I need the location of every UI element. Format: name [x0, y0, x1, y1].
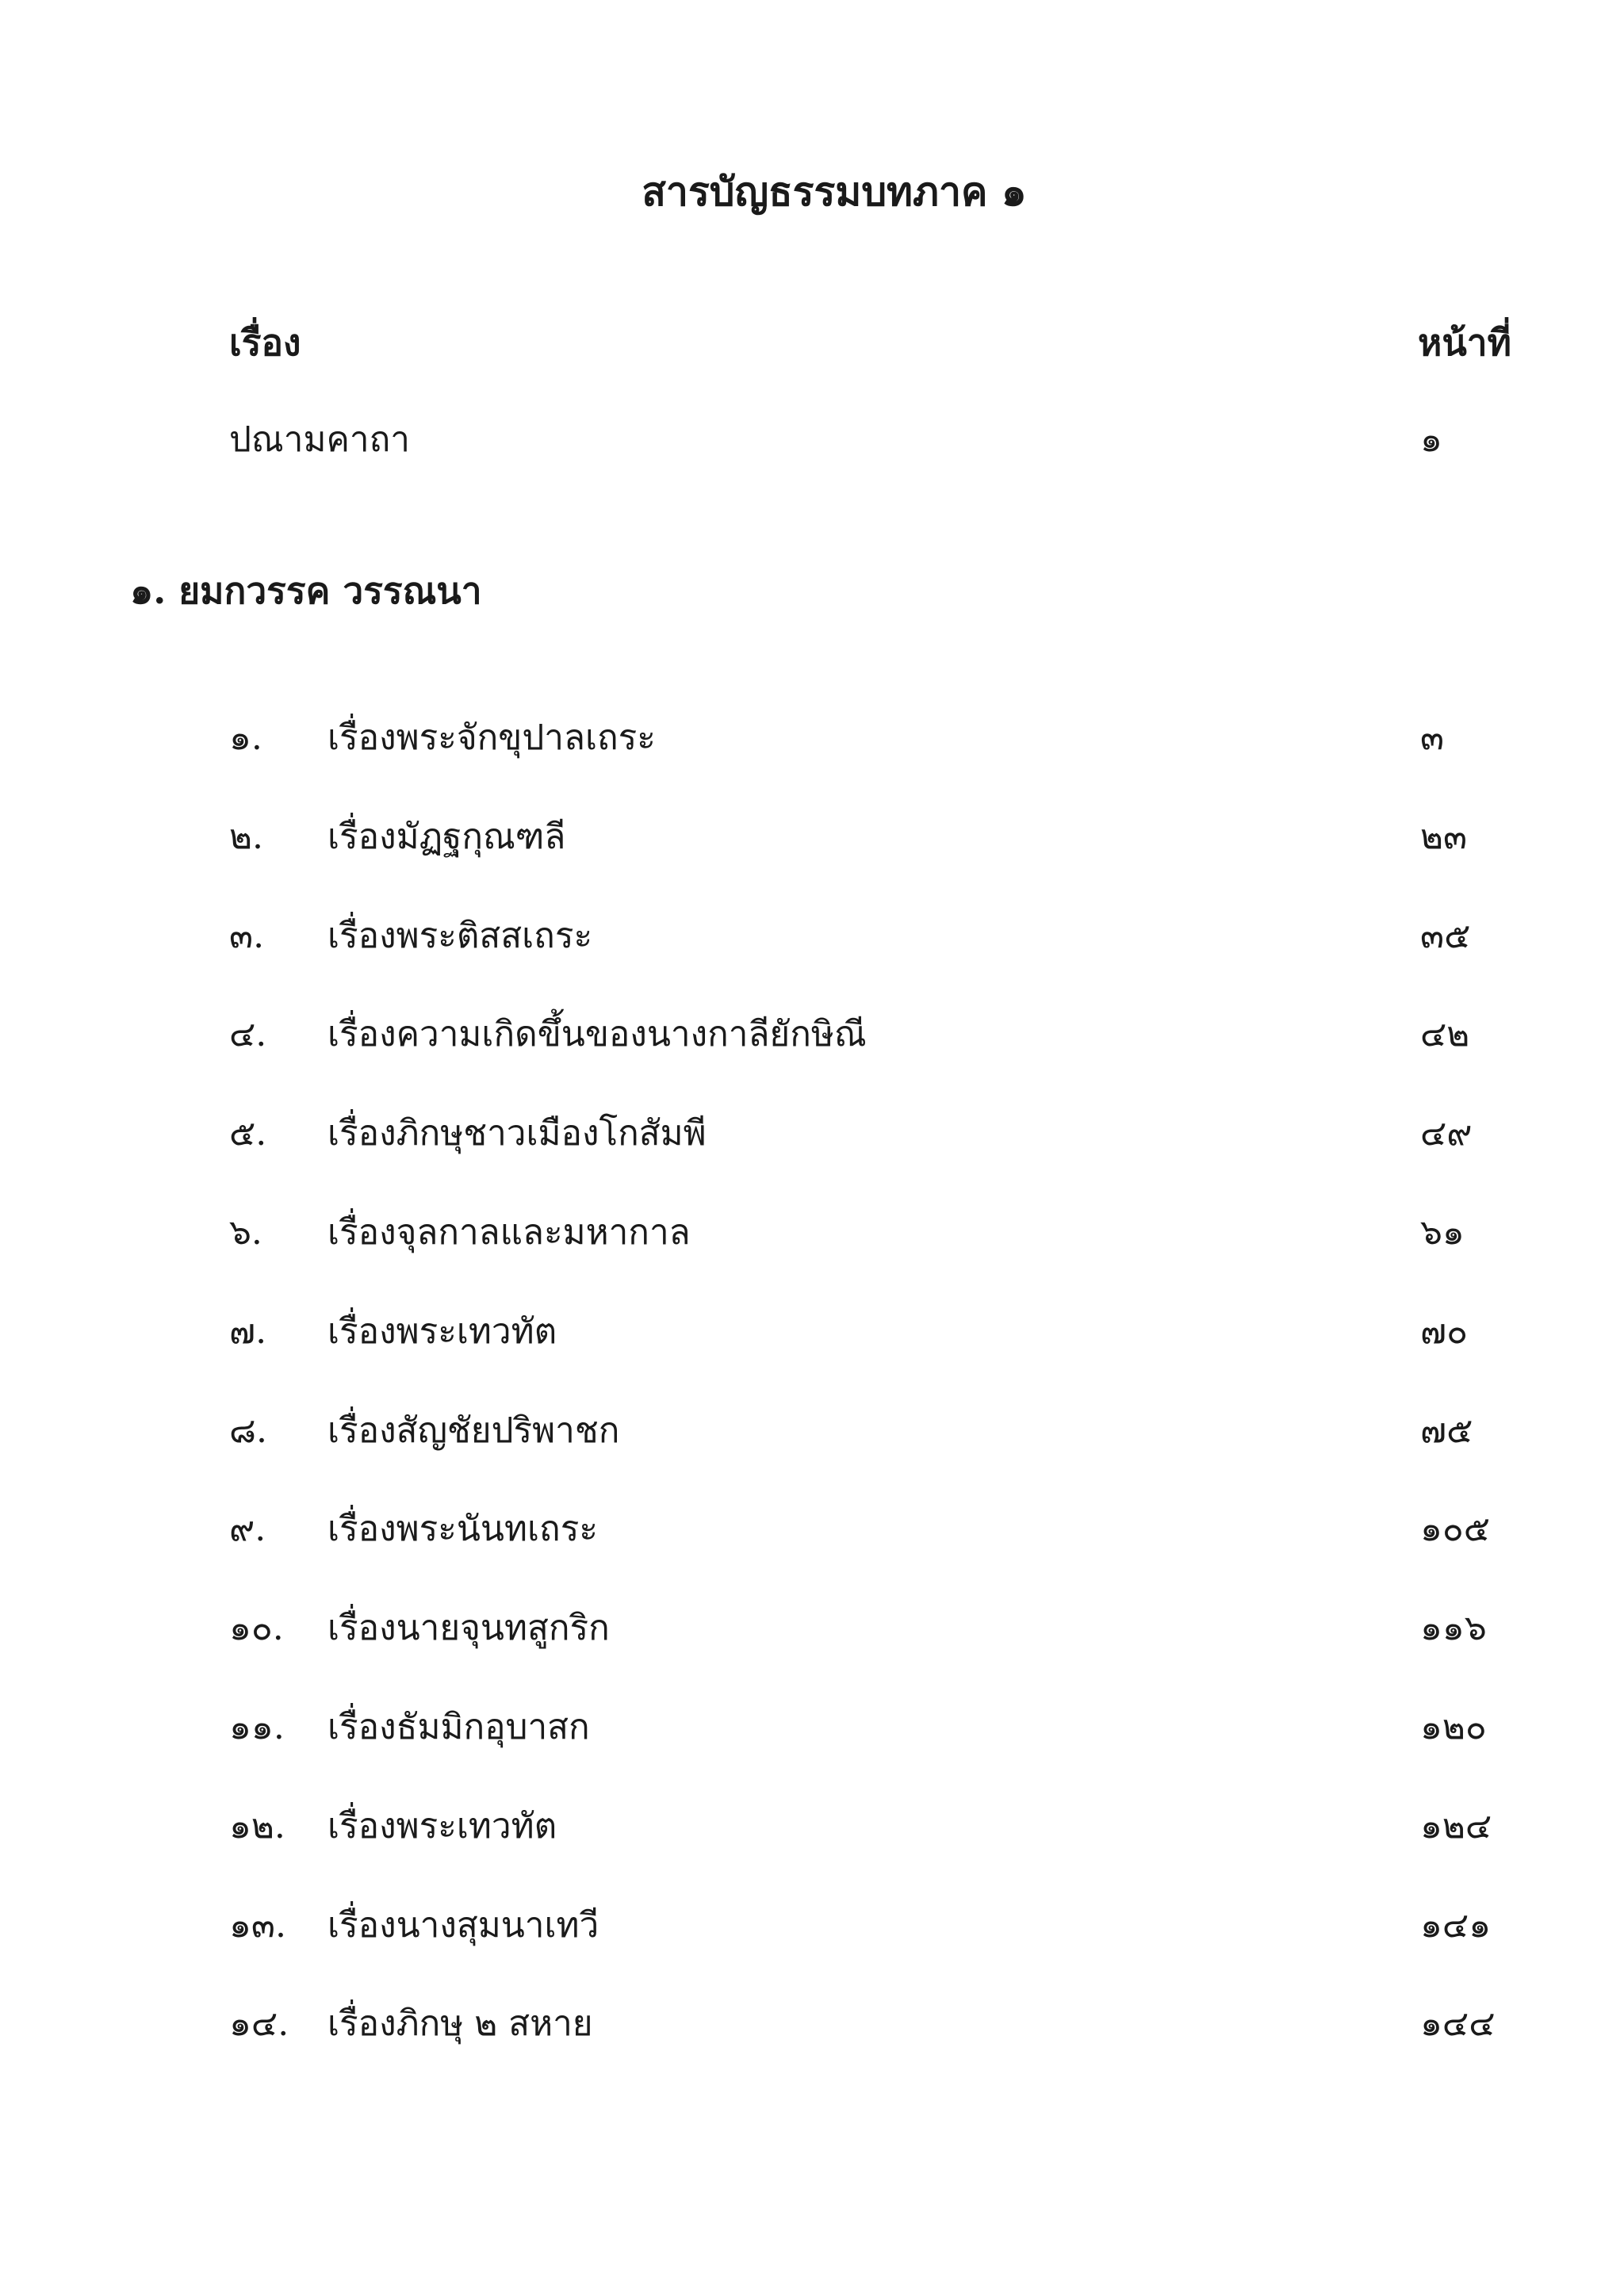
toc-list: [0, 689, 1624, 2074]
toc-entry-number: ๗.: [229, 1311, 267, 1352]
toc-entry-page-number: ๑๒๔: [1420, 1805, 1492, 1846]
toc-entry-number: ๑๒.: [229, 1805, 285, 1846]
toc-entry-page-number: ๔๒: [1420, 1014, 1470, 1055]
toc-entry-title: เรื่องจุลกาลและมหากาล: [327, 1211, 691, 1253]
toc-entry-number: ๒.: [229, 816, 263, 857]
toc-entry-page-number: ๔๙: [1420, 1113, 1473, 1154]
toc-entry: [0, 1777, 1624, 1877]
toc-entry-number: ๕.: [229, 1113, 267, 1154]
column-header-subject: เรื่อง: [229, 321, 301, 364]
toc-entry-title: เรื่องมัฏฐกุณฑลี: [327, 816, 566, 857]
column-header-page: หน้าที่: [1418, 321, 1511, 364]
toc-entry: [0, 1678, 1624, 1777]
toc-entry-page-number: ๒๓: [1420, 816, 1468, 857]
toc-entry-title: เรื่องพระนันทเถระ: [327, 1509, 598, 1550]
toc-entry-number: ๖.: [229, 1211, 262, 1253]
toc-entry-page-number: ๖๑: [1420, 1211, 1465, 1253]
toc-entry-number: ๑๓.: [229, 1904, 286, 1946]
toc-entry: [0, 985, 1624, 1085]
toc-entry-page-number: ๓๕: [1420, 915, 1471, 956]
toc-entry: [0, 1877, 1624, 1976]
toc-entry-number: ๑.: [229, 718, 262, 758]
toc-entry-number: ๘.: [229, 1410, 267, 1451]
toc-entry-title: เรื่องพระจักขุปาลเถระ: [327, 718, 656, 758]
page-title: สารบัญธรรมบทภาค ๑: [642, 168, 1027, 215]
toc-entry: [0, 1382, 1624, 1481]
toc-entry: [0, 689, 1624, 788]
toc-entry-number: ๙.: [229, 1509, 266, 1550]
toc-entry-title: เรื่องภิกษุ ๒ สหาย: [327, 2003, 593, 2045]
toc-entry-page-number: ๑๒๐: [1420, 1706, 1487, 1747]
toc-entry: [0, 887, 1624, 986]
section-heading: ๑. ยมกวรรค วรรณนา: [130, 569, 482, 612]
toc-entry-page-number: ๓: [1420, 718, 1445, 758]
toc-entry: [0, 1480, 1624, 1579]
toc-entry: [0, 1085, 1624, 1184]
toc-entry: [0, 1184, 1624, 1283]
toc-entry-title: เรื่องสัญชัยปริพาชก: [327, 1410, 620, 1451]
toc-entry-page-number: ๗๐: [1420, 1311, 1468, 1352]
toc-entry-number: ๑๑.: [229, 1706, 285, 1747]
toc-entry-page-number: ๗๕: [1420, 1410, 1473, 1451]
toc-entry-page-number: ๑๐๕: [1420, 1509, 1491, 1550]
toc-entry-title: เรื่องภิกษุชาวเมืองโกสัมพี: [327, 1113, 707, 1154]
toc-entry-number: ๑๐.: [229, 1608, 284, 1649]
toc-entry-title: เรื่องนางสุมนาเทวี: [327, 1904, 599, 1946]
toc-entry-page-number: ๑๔๔: [1420, 2003, 1496, 2045]
toc-entry: [0, 1579, 1624, 1678]
toc-entry: [0, 788, 1624, 887]
toc-entry-title: เรื่องความเกิดขึ้นของนางกาลียักษิณี: [327, 1014, 867, 1055]
toc-entry-title: เรื่องนายจุนทสูกริก: [327, 1608, 610, 1649]
toc-entry-title: เรื่องพระเทวทัต: [327, 1805, 557, 1846]
toc-entry-number: ๔.: [229, 1014, 267, 1055]
toc-entry-page-number: ๑๑๖: [1420, 1608, 1487, 1649]
toc-entry-number: ๑๔.: [229, 2003, 289, 2045]
toc-entry-page-number: ๑๔๑: [1420, 1904, 1492, 1946]
toc-entry-title: เรื่องธัมมิกอุบาสก: [327, 1706, 590, 1747]
preface-page-number: ๑: [1420, 419, 1442, 460]
toc-entry-title: เรื่องพระเทวทัต: [327, 1311, 557, 1352]
preface-title: ปณามคาถา: [229, 419, 410, 460]
toc-entry-number: ๓.: [229, 915, 265, 956]
toc-entry-title: เรื่องพระติสสเถระ: [327, 915, 593, 956]
toc-entry: [0, 1975, 1624, 2074]
toc-entry: [0, 1283, 1624, 1382]
